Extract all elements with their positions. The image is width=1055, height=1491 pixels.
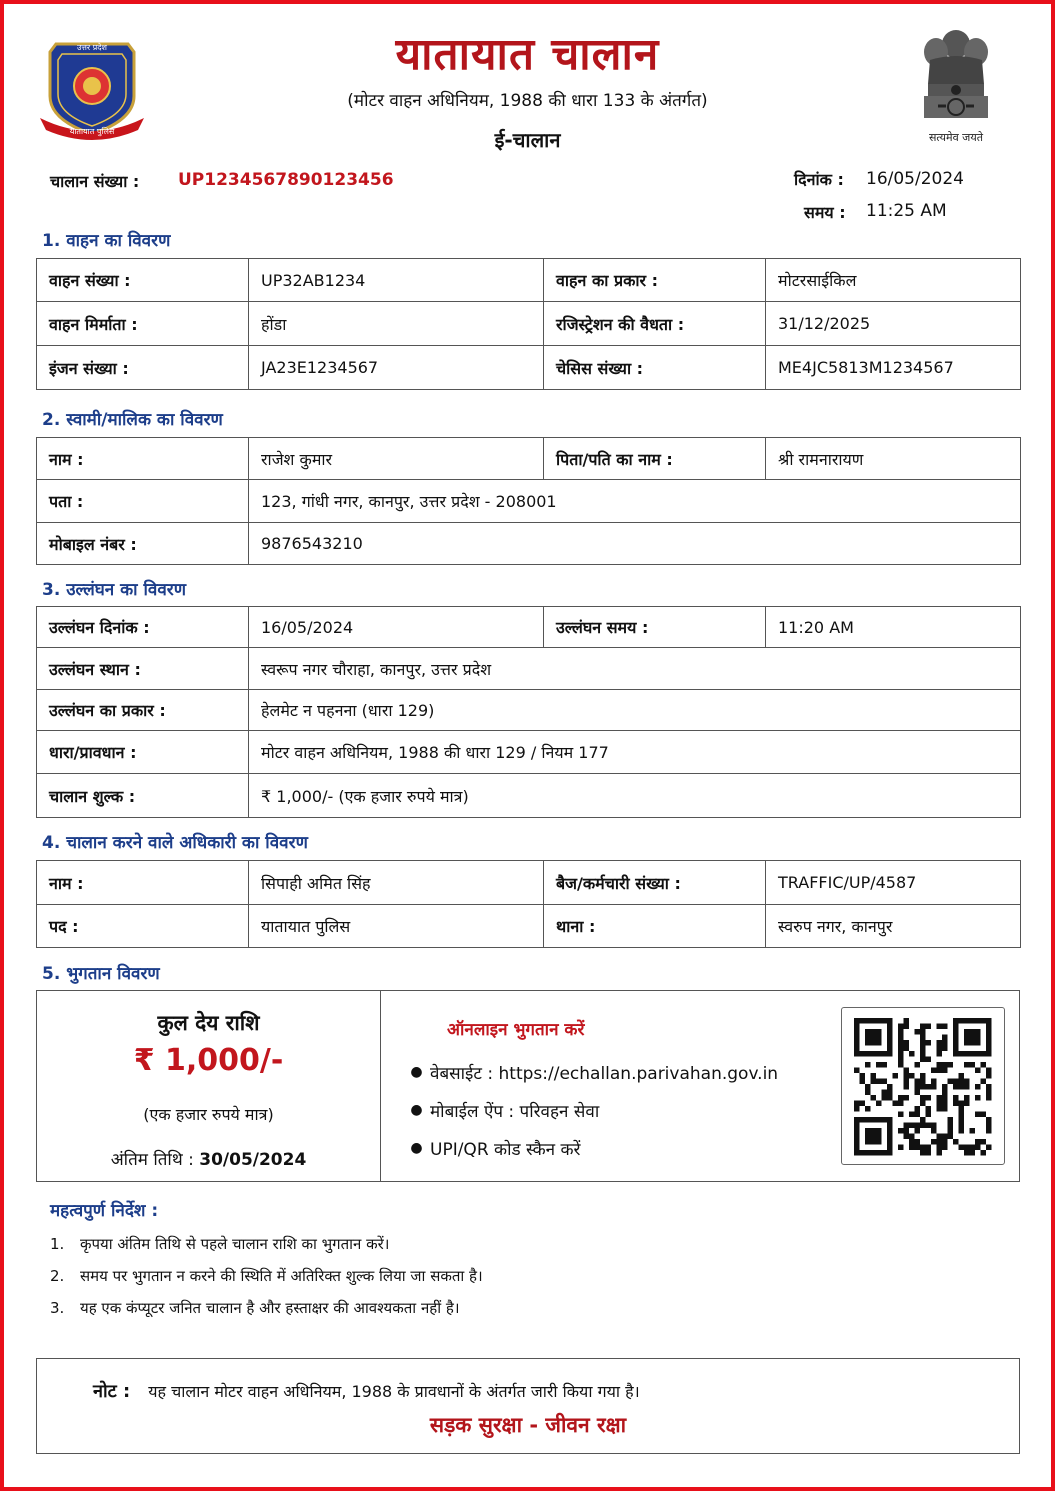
vehicle-number: UP32AB1234 [249, 259, 544, 302]
vehicle-type-label: वाहन का प्रकार : [544, 259, 766, 302]
station-label: थाना : [544, 905, 766, 948]
bullet-icon: ● [410, 1102, 423, 1118]
list-item: 2. समय पर भुगतान न करने की स्थिति में अतिरिक्त शुल्क लिया जा सकता है। [50, 1267, 483, 1285]
note-text: यह चालान मोटर वाहन अधिनियम, 1988 के प्रावधानों के अंतर्गत जारी किया गया है। [148, 1382, 640, 1401]
officer-name-label: नाम : [37, 861, 249, 905]
table-row [37, 302, 1021, 346]
table-row [37, 690, 1021, 731]
instructions-list [50, 1228, 483, 1324]
owner-details-table [36, 437, 1021, 565]
logo-text-top: उत्तर प्रदेश [77, 43, 107, 52]
amount-due-panel [37, 991, 381, 1181]
address: 123, गांधी नगर, कानपुर, उत्तर प्रदेश - 208001 [249, 480, 1021, 523]
father-name-label: पिता/पति का नाम : [544, 438, 766, 480]
document-type: ई-चालान [494, 128, 561, 152]
instruction-2: समय पर भुगतान न करने की स्थिति में अतिरिक्त शुल्क लिया जा सकता है। [80, 1267, 483, 1285]
vehicle-number-label: वाहन संख्या : [37, 259, 249, 302]
father-name: श्री रामनारायण [766, 438, 1021, 480]
fine-label: चालान शुल्क : [37, 774, 249, 818]
challan-number-label: चालान संख्या : [50, 172, 140, 191]
list-item[interactable] [403, 1053, 778, 1091]
table-row [37, 438, 1021, 480]
due-date-label: अंतिम तिथि : [110, 1150, 194, 1170]
engine-number: JA23E1234567 [249, 346, 544, 390]
table-row [37, 905, 1021, 948]
violation-place-label: उल्लंघन स्थान : [37, 648, 249, 690]
due-date [37, 1147, 380, 1170]
table-row [37, 259, 1021, 302]
section-label: धारा/प्रावधान : [37, 731, 249, 774]
time-value: 11:25 AM [866, 201, 947, 221]
date-label: दिनांक : [794, 170, 844, 189]
website-option[interactable]: वेबसाईट : https://echallan.parivahan.gov.in [430, 1063, 779, 1084]
list-item: 3. यह एक कंप्यूटर जनित चालान है और हस्ताक्षर की आवश्यकता नहीं है। [50, 1299, 460, 1317]
emblem-motto: सत्यमेव जयते [928, 131, 983, 144]
station-value: स्वरुप नगर, कानपुर [766, 905, 1021, 948]
time-label: समय : [804, 203, 846, 222]
engine-number-label: इंजन संख्या : [37, 346, 249, 390]
chassis-number: ME4JC5813M1234567 [766, 346, 1021, 390]
violation-time-label: उल्लंघन समय : [544, 607, 766, 648]
owner-section-title: 2. स्वामी/मालिक का विवरण [42, 410, 223, 430]
table-row [37, 480, 1021, 523]
violation-date: 16/05/2024 [249, 607, 544, 648]
table-row [37, 607, 1021, 648]
owner-name-label: नाम : [37, 438, 249, 480]
payment-options-list [403, 1053, 778, 1167]
bullet-icon: ● [410, 1140, 423, 1156]
badge-number-label: बैज/कर्मचारी संख्या : [544, 861, 766, 905]
note-box [36, 1358, 1020, 1454]
post-value: यातायात पुलिस [249, 905, 544, 948]
table-row [37, 346, 1021, 390]
table-row [37, 731, 1021, 774]
list-item [403, 1129, 778, 1167]
mobile-number: 9876543210 [249, 523, 1021, 565]
violation-details-table [36, 606, 1021, 818]
mobile-label: मोबाइल नंबर : [37, 523, 249, 565]
badge-number: TRAFFIC/UP/4587 [766, 861, 1021, 905]
registration-validity: 31/12/2025 [766, 302, 1021, 346]
violation-date-label: उल्लंघन दिनांक : [37, 607, 249, 648]
list-item [403, 1091, 778, 1129]
bullet-icon: ● [410, 1064, 423, 1080]
mobile-app-option: मोबाईल ऐंप : परिवहन सेवा [430, 1101, 600, 1122]
table-row [37, 774, 1021, 818]
violation-section-title: 3. उल्लंघन का विवरण [42, 580, 187, 600]
amount-in-words: (एक हजार रुपये मात्र) [143, 1105, 274, 1124]
note-line [93, 1379, 640, 1403]
upi-qr-option: UPI/QR कोड स्कैन करें [430, 1139, 581, 1160]
instructions-title: महत्वपुर्ण निर्देश : [50, 1201, 159, 1221]
vehicle-details-table [36, 258, 1021, 390]
instruction-3: यह एक कंप्यूटर जनित चालान है और हस्ताक्षर की आवश्यकता नहीं है। [80, 1299, 460, 1317]
page-subtitle: (मोटर वाहन अधिनियम, 1988 की धारा 133 के अंतर्गत) [347, 91, 708, 111]
post-label: पद : [37, 905, 249, 948]
vehicle-maker-label: वाहन मिर्माता : [37, 302, 249, 346]
violation-type-label: उल्लंघन का प्रकार : [37, 690, 249, 731]
logo-text-bottom: यातायात पुलिस [69, 127, 115, 136]
note-label: नोट : [93, 1381, 131, 1402]
violation-time: 11:20 AM [766, 607, 1021, 648]
due-date-value: 30/05/2024 [199, 1150, 307, 1170]
officer-section-title: 4. चालान करने वाले अधिकारी का विवरण [42, 833, 308, 853]
registration-validity-label: रजिस्ट्रेशन की वैधता : [544, 302, 766, 346]
table-row [37, 648, 1021, 690]
payment-section-title: 5. भुगतान विवरण [42, 964, 160, 984]
address-label: पता : [37, 480, 249, 523]
road-safety-slogan: सड़क सुरक्षा - जीवन रक्षा [429, 1413, 627, 1437]
chassis-number-label: चेसिस संख्या : [544, 346, 766, 390]
qr-code-icon [854, 1018, 994, 1156]
instruction-1: कृपया अंतिम तिथि से पहले चालान राशि का भुगतान करें। [80, 1235, 390, 1253]
list-item: 1. कृपया अंतिम तिथि से पहले चालान राशि का भुगतान करें। [50, 1235, 390, 1253]
officer-name: सिपाही अमित सिंह [249, 861, 544, 905]
vehicle-section-title: 1. वाहन का विवरण [42, 231, 171, 251]
fine-value: ₹ 1,000/- (एक हजार रुपये मात्र) [249, 774, 1021, 818]
violation-place: स्वरूप नगर चौराहा, कानपुर, उत्तर प्रदेश [249, 648, 1021, 690]
total-due-amount: ₹ 1,000/- [133, 1043, 284, 1078]
vehicle-maker: होंडा [249, 302, 544, 346]
date-value: 16/05/2024 [866, 169, 964, 189]
payment-box [36, 990, 1020, 1182]
challan-number: UP1234567890123456 [178, 170, 394, 190]
qr-code[interactable] [841, 1007, 1005, 1165]
table-row [37, 861, 1021, 905]
officer-details-table [36, 860, 1021, 948]
table-row [37, 523, 1021, 565]
page-title: यातायात चालान [395, 29, 660, 80]
vehicle-type: मोटरसाईकिल [766, 259, 1021, 302]
violation-type: हेलमेट न पहनना (धारा 129) [249, 690, 1021, 731]
total-due-label: कुल देय राशि [157, 1011, 260, 1035]
online-payment-title: ऑनलाइन भुगतान करें [447, 1020, 585, 1040]
section-value: मोटर वाहन अधिनियम, 1988 की धारा 129 / नियम 177 [249, 731, 1021, 774]
owner-name: राजेश कुमार [249, 438, 544, 480]
